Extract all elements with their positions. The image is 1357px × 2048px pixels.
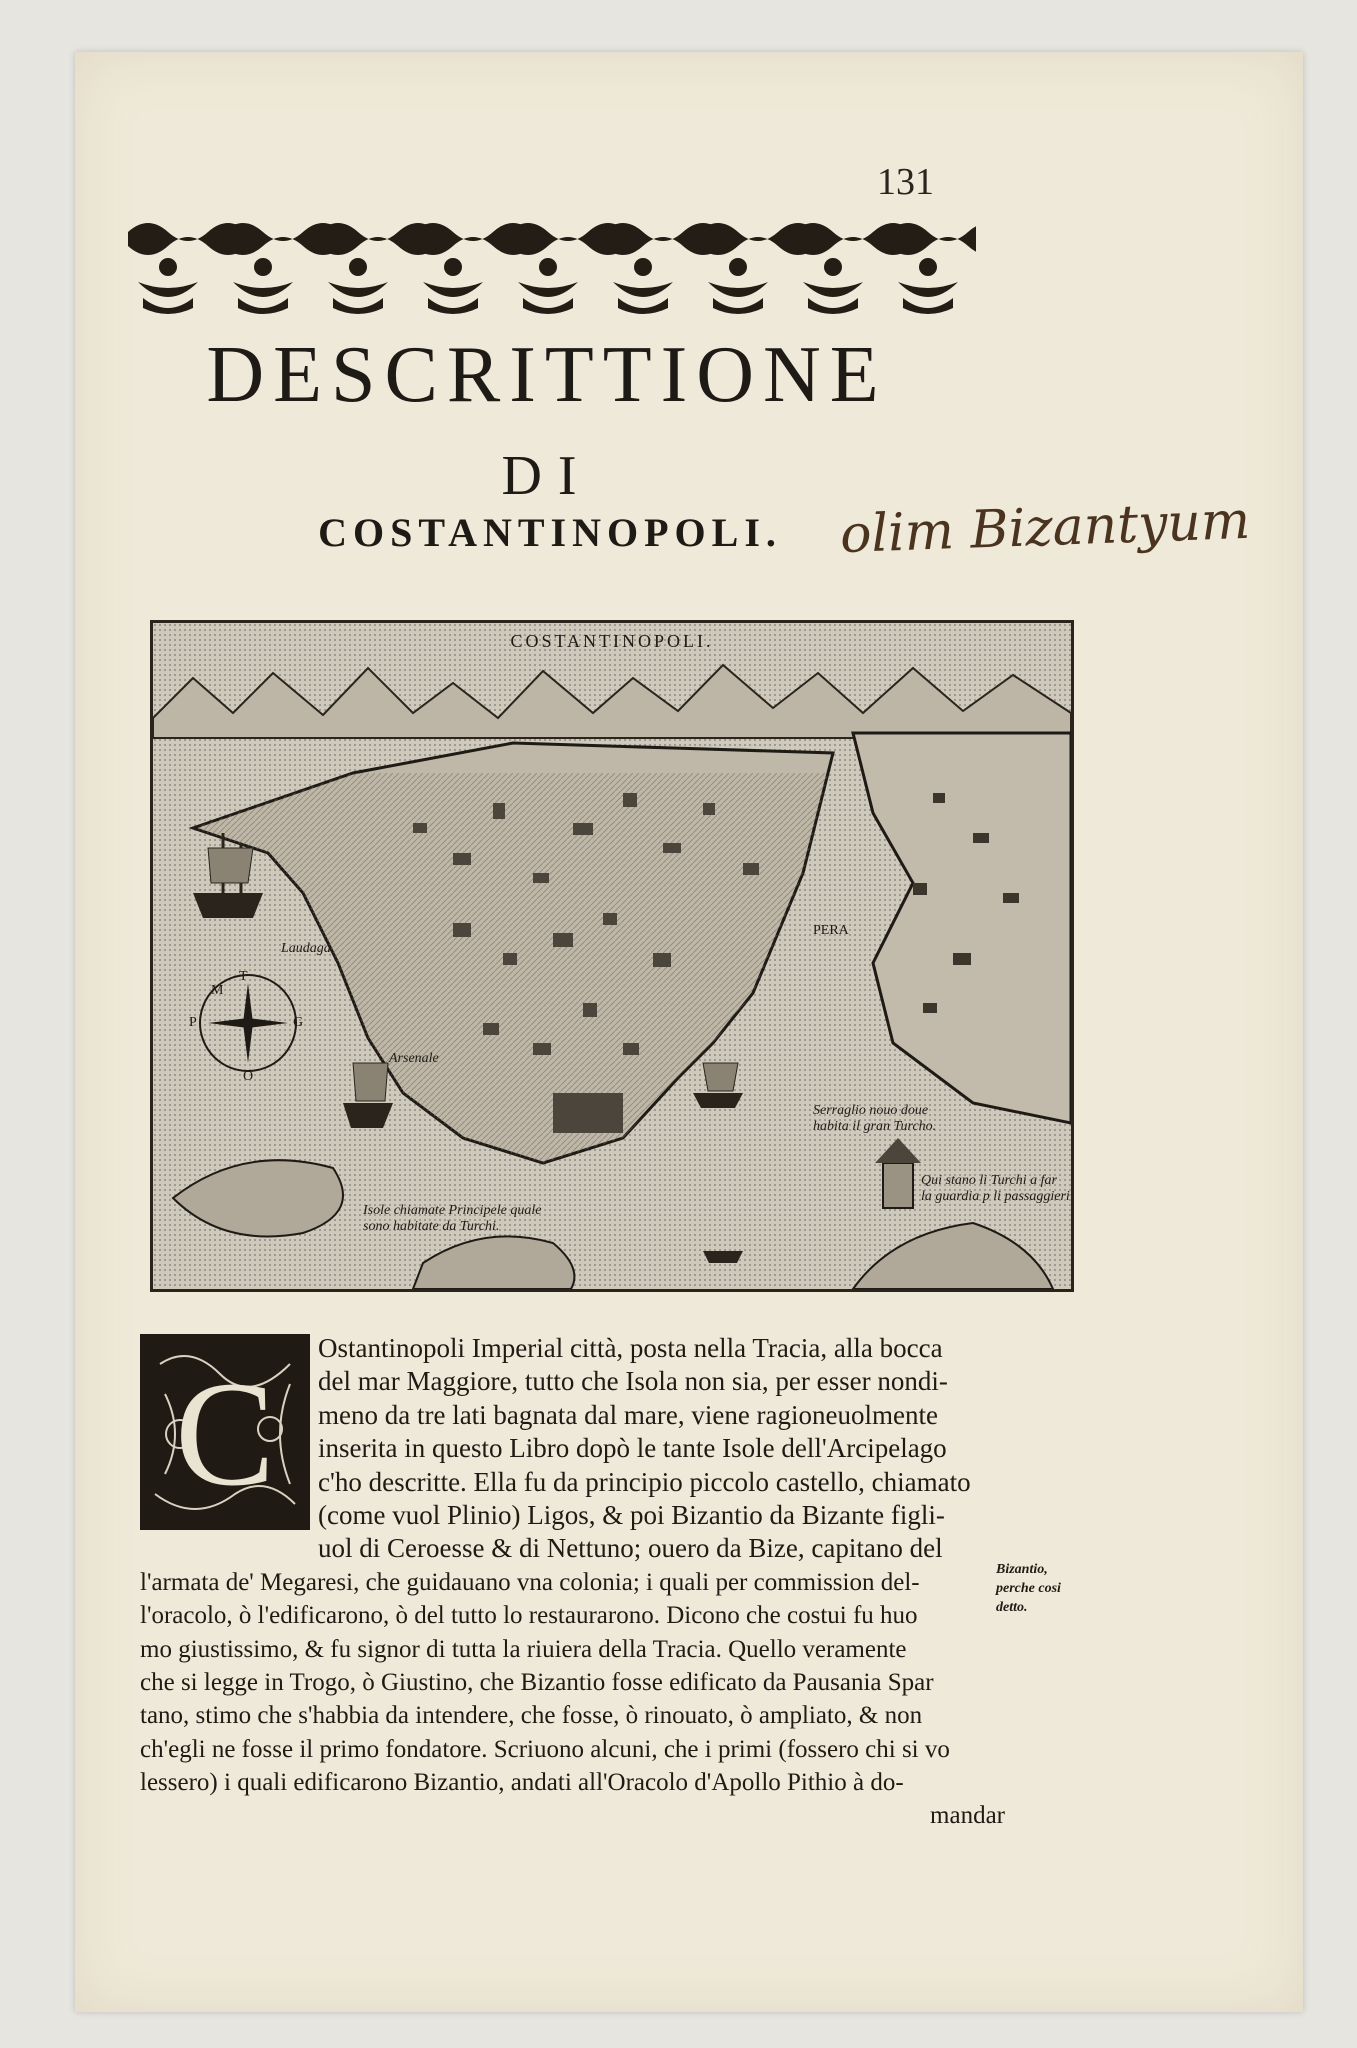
- compass-letter: P: [189, 1015, 197, 1030]
- marginal-note: Bizantio, perche cosi detto.: [996, 1562, 1061, 1615]
- text-line: (come vuol Plinio) Ligos, & poi Bizantio da Bizante figli-: [318, 1499, 945, 1530]
- text-line: che si legge in Trogo, ò Giustino, che Bizantio fosse edificato da Pausania Spar: [140, 1668, 934, 1696]
- map-title: COSTANTINOPOLI.: [510, 631, 714, 651]
- compass-letter: M: [211, 983, 224, 998]
- text-line: tano, stimo che s'habbia da intendere, che fosse, ò rinouato, ò ampliato, & non: [140, 1702, 923, 1730]
- compass-letter: T: [239, 969, 248, 984]
- body-text: [140, 1332, 1005, 1833]
- map-label-turchi-guardia: Qui stano li Turchi a far la guardia p li passaggieri: [921, 1173, 1070, 1205]
- page-title-di: DI: [501, 445, 593, 507]
- text-line: l'oracolo, ò l'edificarono, ò del tutto lo restaurarono. Dicono che costui fu huo: [140, 1602, 918, 1630]
- text-line: l'armata de' Megaresi, che guidauano vna colonia; i quali per commission del-: [140, 1568, 920, 1596]
- drop-cap-letter: C: [174, 1351, 276, 1517]
- handwritten-annotation: olim Bizantyum: [839, 490, 1252, 566]
- map-label-isole: Isole chiamate Principele quale sono habitate da Turchi.: [363, 1203, 542, 1235]
- text-line: meno da tre lati bagnata dal mare, viene ragioneuolmente: [318, 1399, 938, 1430]
- text-line: c'ho descritte. Ella fu da principio piccolo castello, chiamato: [318, 1466, 971, 1497]
- page-title-city: COSTANTINOPOLI.: [318, 510, 782, 555]
- map-label-serraglio: Serraglio nouo doue habita il gran Turcho.: [813, 1103, 937, 1135]
- compass-letter: O: [243, 1069, 254, 1084]
- text-line: inserita in questo Libro dopò le tante Isole dell'Arcipelago: [318, 1433, 947, 1464]
- compass-letter: G: [293, 1015, 304, 1030]
- ornamental-header-band: [118, 212, 976, 318]
- text-line: mo giustissimo, & fu signor di tutta la riuiera della Tracia. Quello veramente: [140, 1635, 907, 1663]
- map-label-laudaga: Laudaga: [281, 941, 331, 956]
- map-label-arsenale: Arsenale: [389, 1051, 439, 1066]
- text-line: ch'egli ne fosse il primo fondatore. Scriuono alcuni, che i primi (fossero chi si vo: [140, 1735, 950, 1763]
- text-line: Ostantinopoli Imperial città, posta nella Tracia, alla bocca: [318, 1333, 943, 1363]
- page-number: 131: [877, 161, 934, 203]
- text-line: uol di Ceroesse & di Nettuno; ouero da Bize, capitano del: [318, 1533, 943, 1564]
- text-line-catchword: mandar: [930, 1802, 1005, 1830]
- map-label-pera: PERA: [813, 923, 849, 938]
- text-line: lessero) i quali edificarono Bizantio, andati all'Oracolo d'Apollo Pithio à do-: [140, 1769, 904, 1797]
- text-line: del mar Maggiore, tutto che Isola non sia, per esser nondi-: [318, 1366, 948, 1397]
- page-title: DESCRITTIONE: [206, 331, 888, 419]
- engraved-map: [150, 620, 1074, 1292]
